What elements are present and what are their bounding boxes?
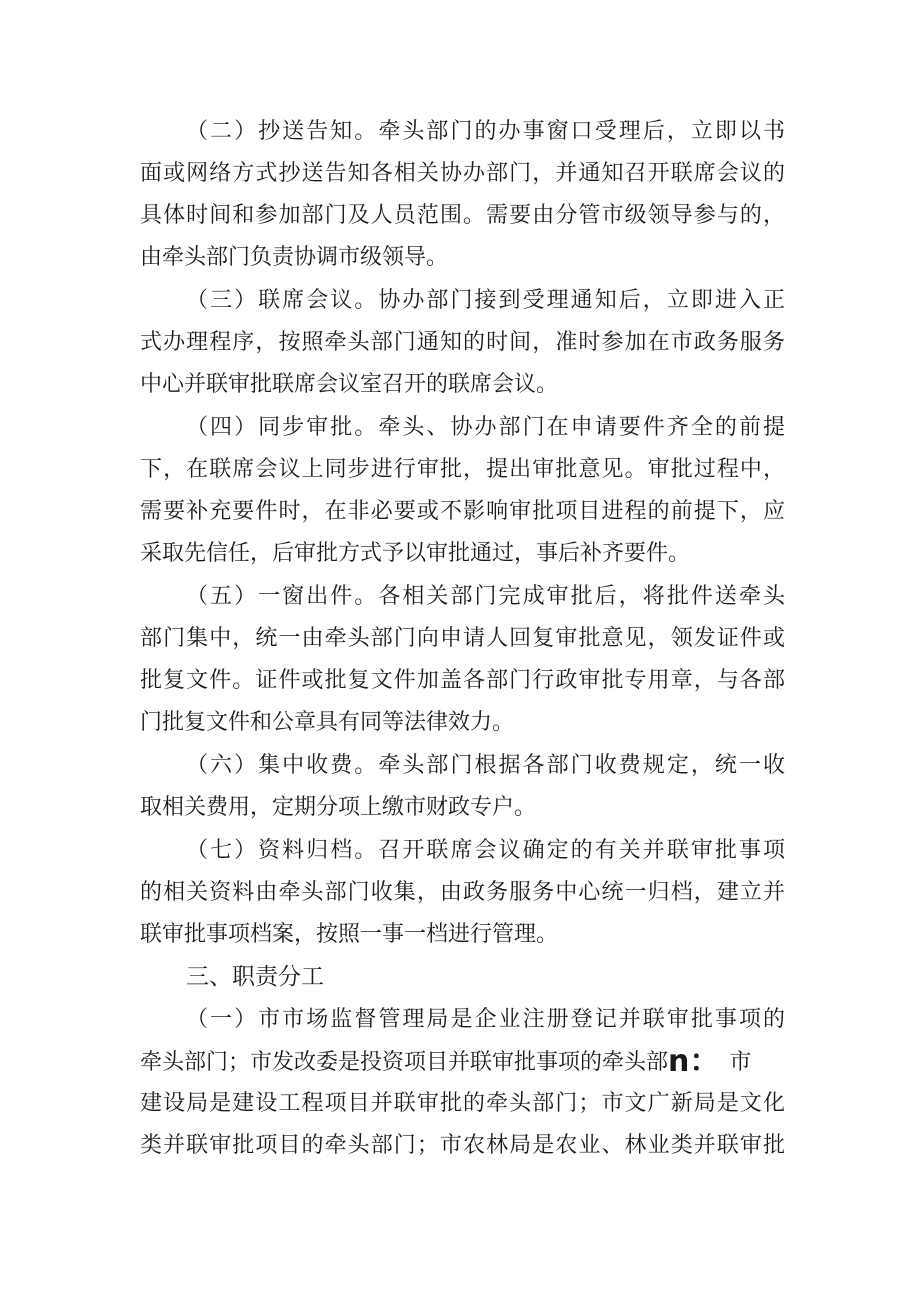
text-line: 的相关资料由牵头部门收集，由政务服务中心统一归档，建立并 — [140, 880, 785, 905]
text-line: 门批复文件和公章具有同等法律效力。 — [140, 710, 515, 735]
text-line: （五）一窗出件。各相关部门完成审批后，将批件送牵头 — [186, 584, 785, 609]
text-line: 批复文件。证件或批复文件加盖各部门行政审批专用章，与各部 — [140, 668, 785, 693]
text-line: （四）同步审批。牵头、协办部门在申请要件齐全的前提 — [186, 415, 785, 440]
text-line-with-mark — [140, 1047, 785, 1077]
text-line: （三）联席会议。协办部门接到受理通知后，立即进入正 — [186, 288, 785, 313]
text-line: 联审批事项档案，按照一事一档进行管理。 — [140, 922, 559, 947]
text-line: 由牵头部门负责协调市级领导。 — [140, 245, 449, 270]
text-line: （一）市市场监督管理局是企业注册登记并联审批事项的 — [186, 1007, 785, 1032]
text-line: （七）资料归档。召开联席会议确定的有关并联审批事项 — [186, 838, 785, 863]
text-line: 具体时间和参加部门及人员范围。需要由分管市级领导参与的， — [140, 203, 785, 228]
text-line: （二）抄送告知。牵头部门的办事窗口受理后，立即以书 — [186, 119, 785, 144]
text-segment: 牵头部门；市发改委是投资项目并联审批事项的牵头部 — [140, 1050, 669, 1075]
section-heading: 三、职责分工 — [186, 964, 324, 990]
text-line: 取相关费用，定期分项上缴市财政专户。 — [140, 795, 537, 820]
text-line: 建设局是建设工程项目并联审批的牵头部门；市文广新局是文化 — [140, 1091, 785, 1116]
stray-mark: n： — [668, 1047, 720, 1077]
text-segment: 市 — [729, 1050, 752, 1075]
text-line: 式办理程序，按照牵头部门通知的时间，准时参加在市政务服务 — [140, 330, 785, 355]
text-line: 需要补充要件时，在非必要或不影响审批项目进程的前提下，应 — [140, 499, 785, 524]
text-line: 部门集中，统一由牵头部门向申请人回复审批意见，领发证件或 — [140, 626, 785, 651]
text-line: 采取先信任，后审批方式予以审批通过，事后补齐要件。 — [140, 541, 691, 566]
text-line: 面或网络方式抄送告知各相关协办部门，并通知召开联席会议的 — [140, 161, 785, 186]
text-line: 下，在联席会议上同步进行审批，提出审批意见。审批过程中， — [140, 457, 785, 482]
text-line: 类并联审批项目的牵头部门；市农林局是农业、林业类并联审批 — [140, 1133, 785, 1158]
text-line: （六）集中收费。牵头部门根据各部门收费规定，统一收 — [186, 753, 785, 778]
text-line: 中心并联审批联席会议室召开的联席会议。 — [140, 372, 559, 397]
